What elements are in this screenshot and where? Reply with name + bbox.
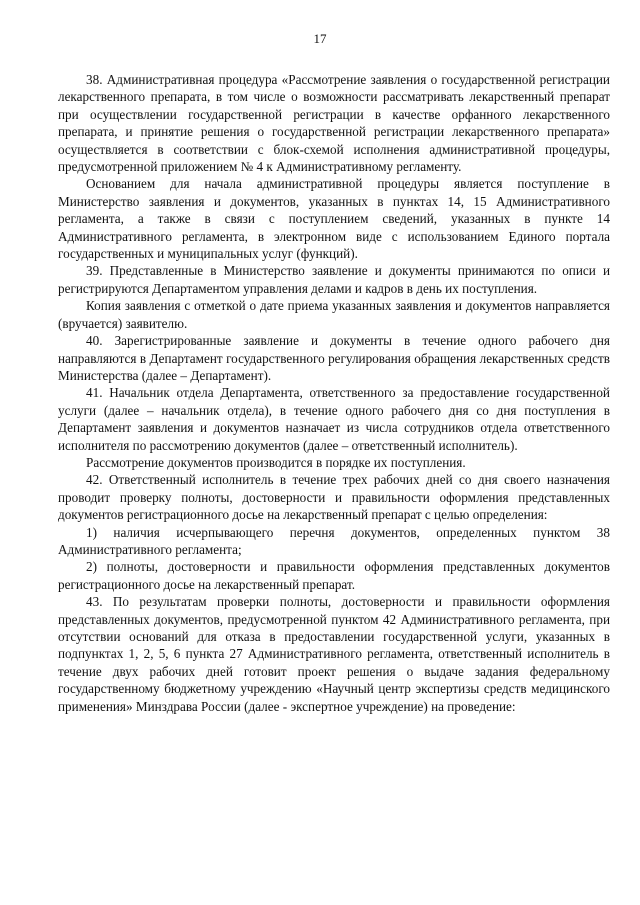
paragraph-39: 39. Представленные в Министерство заявление и документы принимаются по описи и регистрируются Департаментом управления делами и кадров в день их поступления. bbox=[58, 263, 610, 296]
paragraph-43: 43. По результатам проверки полноты, достоверности и правильности оформления представленных документов, предусмотренной пунктом 42 Административного регламента, при отсутствии оснований для отказа в предоставлении государственной услуги, указанных в подпунктах 1, 2, 5, 6 пункта 27 Административного регламента, ответственный исполнитель в течение двух рабочих дней готовит проект решения о выдаче задания федеральному государственному бюджетному учреждению «Научный центр экспертизы средств медицинского применения» Минздрава России (далее - экспертное учреждение) на проведение: bbox=[58, 594, 610, 714]
list-item-2: 2) полноты, достоверности и правильности оформления представленных документов регистрационного досье на лекарственный препарат. bbox=[58, 559, 610, 592]
list-item-1: 1) наличия исчерпывающего перечня документов, определенных пунктом 38 Административного регламента; bbox=[58, 524, 610, 557]
document-body bbox=[58, 71, 610, 715]
paragraph-order: Рассмотрение документов производится в порядке их поступления. bbox=[86, 454, 466, 470]
paragraph-42: 42. Ответственный исполнитель в течение трех рабочих дней со дня своего назначения проводит проверку полноты, достоверности и правильности оформления представленных документов регистрационного досье на лекарственный препарат с целью определения: bbox=[58, 472, 610, 523]
page-number: 17 bbox=[313, 31, 327, 46]
paragraph-38: 38. Административная процедура «Рассмотрение заявления о государственной регистрации лекарственного препарата, в том числе о возможности рассматривать лекарственный препарат при осуществлении государственной регистрации в качестве орфанного лекарственного препарата, и принятие решения о государственной регистрации лекарственного препарата» осуществляется в соответствии с блок-схемой исполнения административной процедуры, предусмотренной приложением № 4 к Административному регламенту. bbox=[58, 72, 610, 175]
paragraph-basis: Основанием для начала административной процедуры является поступление в Министерство заявления и документов, указанных в пунктах 14, 15 Административного регламента, а также в связи с поступлением сведений, указанных в пункте 14 Административного регламента, в электронном виде с использованием Единого портала государственных и муниципальных услуг (функций). bbox=[58, 176, 610, 262]
paragraph-copy: Копия заявления с отметкой о дате приема указанных заявления и документов направляется (вручается) заявителю. bbox=[58, 298, 610, 331]
paragraph-41: 41. Начальник отдела Департамента, ответственного за предоставление государственной услуги (далее – начальник отдела), в течение одного рабочего дня со дня поступления в Департамент заявления и документов назначает из числа сотрудников отдела ответственного исполнителя по рассмотрению документов (далее – ответственный исполнитель). bbox=[58, 385, 610, 453]
paragraph-40: 40. Зарегистрированные заявление и документы в течение одного рабочего дня направляются в Департамент государственного регулирования обращения лекарственных средств Министерства (далее – Департамент). bbox=[58, 333, 610, 383]
